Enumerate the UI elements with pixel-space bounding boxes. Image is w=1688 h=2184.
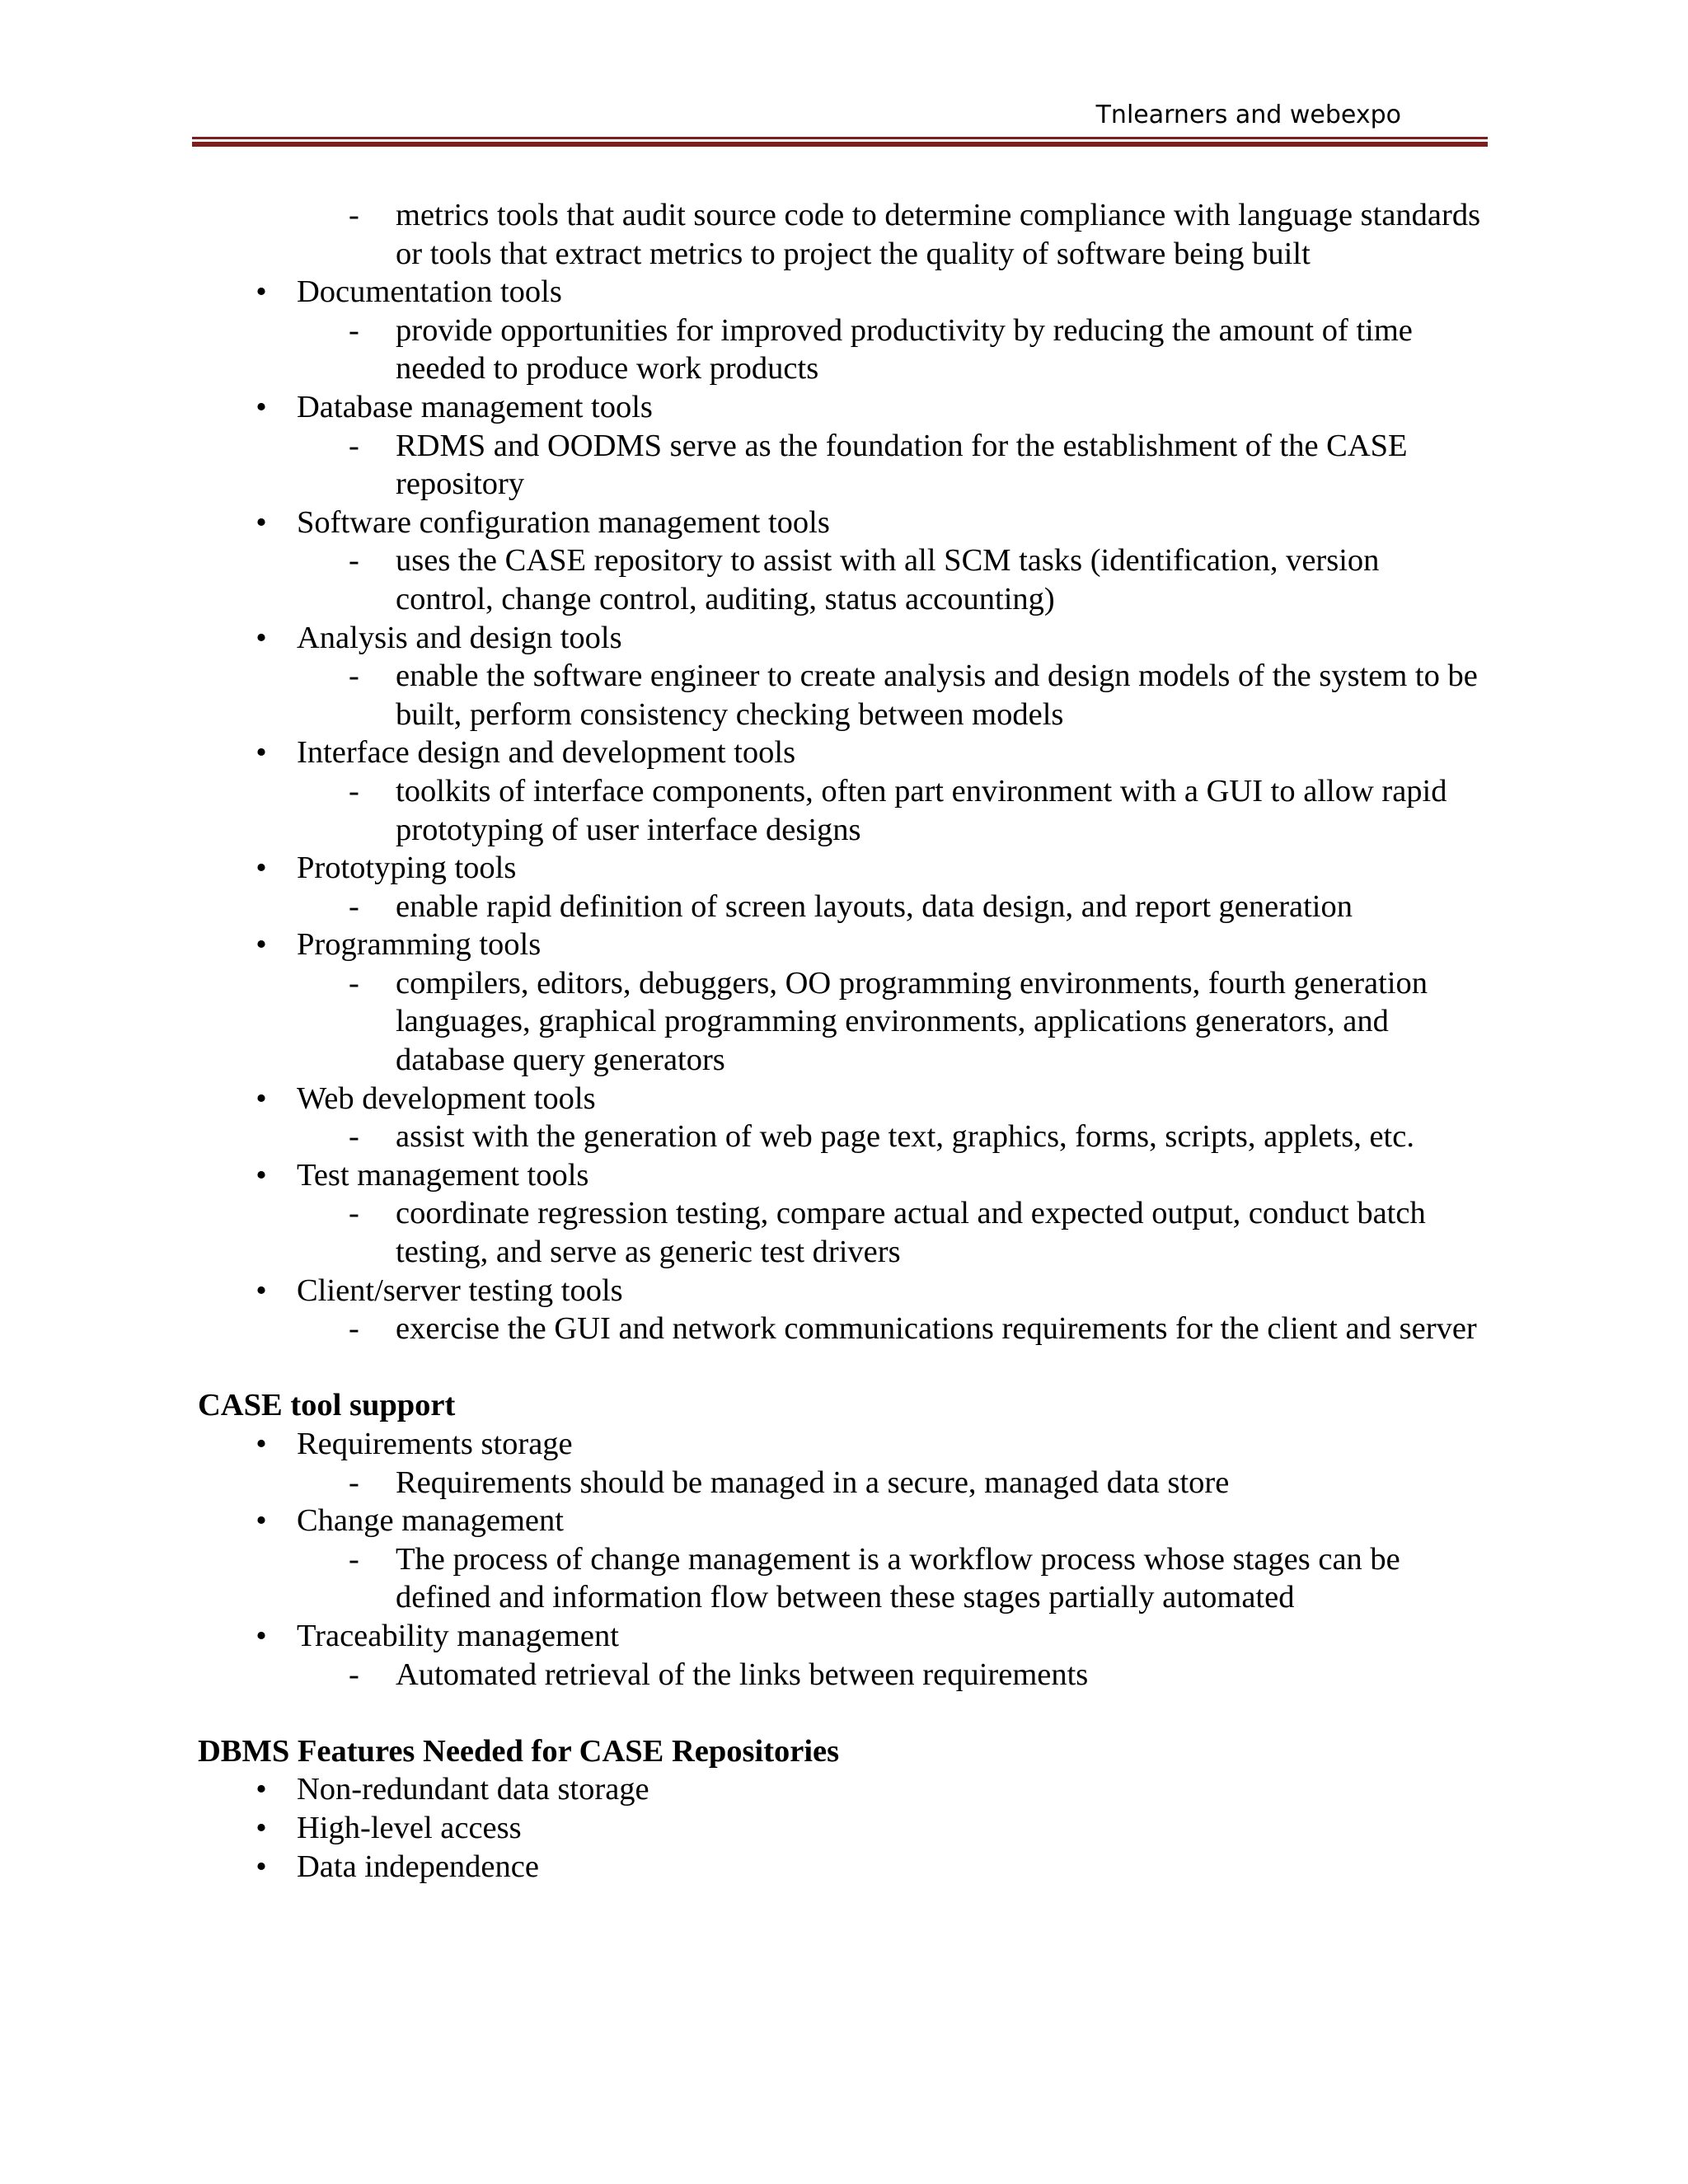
dbms-list	[198, 1770, 1484, 1886]
bullet-item-label: Data independence	[297, 1849, 539, 1884]
bullet-item-label: Interface design and development tools	[297, 735, 796, 771]
bullet-item-label: Client/server testing tools	[297, 1272, 623, 1308]
bullet-icon: •	[256, 1157, 267, 1193]
sub-item-text: enable rapid definition of screen layouts, data design, and report generation	[396, 888, 1353, 924]
sub-item	[198, 541, 1484, 618]
dash-marker: -	[349, 1196, 359, 1231]
bullet-item-label: Analysis and design tools	[297, 620, 622, 655]
bullet-icon: •	[256, 1618, 267, 1653]
header-rule-thick	[192, 142, 1488, 147]
sub-item	[198, 964, 1484, 1080]
bullet-icon: •	[256, 1080, 267, 1116]
sub-item-text: coordinate regression testing, compare actual and expected output, conduct batch testing, and serve as generic test drivers	[396, 1196, 1426, 1270]
bullet-item	[198, 1502, 1484, 1540]
bullet-icon: •	[256, 504, 267, 540]
bullet-icon: •	[256, 1272, 267, 1308]
dash-marker: -	[349, 658, 359, 694]
bullet-icon: •	[256, 735, 267, 771]
bullet-item-label: Software configuration management tools	[297, 504, 830, 540]
dash-marker: -	[349, 428, 359, 463]
dash-marker: -	[349, 1541, 359, 1577]
sub-item	[198, 312, 1484, 388]
case-support-list	[198, 1425, 1484, 1694]
bullet-item	[198, 1080, 1484, 1118]
bullet-item-label: Requirements storage	[297, 1427, 573, 1461]
bullet-icon: •	[256, 927, 267, 963]
bullet-item-label: High-level access	[297, 1810, 522, 1845]
dash-marker: -	[349, 1311, 359, 1347]
bullet-item	[198, 619, 1484, 658]
bullet-item	[198, 1425, 1484, 1464]
sub-item	[198, 1464, 1484, 1502]
bullet-icon: •	[256, 851, 267, 886]
sub-item-text: exercise the GUI and network communications requirements for the client and server	[396, 1311, 1477, 1347]
bullet-icon: •	[256, 1503, 267, 1539]
sub-item-text: uses the CASE repository to assist with all SCM tasks (identification, version control, change control, auditing, status accounting)	[396, 543, 1380, 616]
bullet-item	[198, 926, 1484, 964]
dbms-heading: DBMS Features Needed for CASE Repositories	[198, 1733, 840, 1769]
bullet-item-label: Change management	[297, 1503, 564, 1539]
bullet-icon: •	[256, 1849, 267, 1884]
bullet-item	[198, 1156, 1484, 1195]
bullet-item-label: Database management tools	[297, 389, 653, 424]
sub-item-text: enable the software engineer to create analysis and design models of the system to be built, perform consistency checking between models	[396, 658, 1478, 732]
bullet-item-label: Traceability management	[297, 1618, 619, 1653]
sub-item-text: provide opportunities for improved productivity by reducing the amount of time needed to produce work products	[396, 312, 1413, 387]
bullet-item	[198, 733, 1484, 772]
dash-marker: -	[349, 773, 359, 808]
bullet-item	[198, 273, 1484, 312]
sub-item-text: metrics tools that audit source code to determine compliance with language standards or tools that extract metrics to project the quality of software being built	[396, 198, 1481, 271]
sub-item	[198, 1310, 1484, 1348]
bullet-icon: •	[256, 389, 267, 424]
sub-item	[198, 1118, 1484, 1156]
sub-item	[198, 657, 1484, 733]
dash-marker: -	[349, 1657, 359, 1692]
sub-item-text: RDMS and OODMS serve as the foundation for the establishment of the CASE repository	[396, 428, 1408, 502]
bullet-icon: •	[256, 274, 267, 310]
dash-marker: -	[349, 888, 359, 924]
sub-item-text: Requirements should be managed in a secure, managed data store	[396, 1465, 1230, 1500]
sub-item	[198, 1656, 1484, 1694]
bullet-item-label: Web development tools	[297, 1080, 596, 1116]
bullet-item	[198, 1272, 1484, 1310]
bullet-item-label: Documentation tools	[297, 274, 562, 310]
bullet-item-label: Non-redundant data storage	[297, 1772, 649, 1807]
case-support-heading: CASE tool support	[198, 1388, 456, 1423]
bullet-icon: •	[256, 620, 267, 655]
section-gap	[198, 1694, 1484, 1732]
sub-item-text: toolkits of interface components, often part environment with a GUI to allow rapid prototyping of user interface designs	[396, 773, 1447, 847]
header-rule	[192, 137, 1488, 147]
sub-item	[198, 427, 1484, 504]
sub-item-text: compilers, editors, debuggers, OO programming environments, fourth generation languages, graphical programming environments, applications generators, and database query generators	[396, 965, 1428, 1078]
dash-marker: -	[349, 1465, 359, 1500]
bullet-icon: •	[256, 1772, 267, 1807]
sub-item	[198, 772, 1484, 849]
header-rule-thin	[192, 137, 1488, 139]
bullet-icon: •	[256, 1427, 267, 1461]
dash-marker: -	[349, 543, 359, 579]
dash-marker: -	[349, 312, 359, 348]
sub-item	[198, 1194, 1484, 1271]
bullet-item-label: Test management tools	[297, 1157, 589, 1193]
bullet-item	[198, 1617, 1484, 1656]
dash-marker: -	[349, 1119, 359, 1155]
bullet-item-label: Prototyping tools	[297, 851, 517, 886]
sub-item	[198, 888, 1484, 926]
dash-marker: -	[349, 965, 359, 1001]
bullet-item-label: Programming tools	[297, 927, 542, 963]
page-header-title: Tnlearners and webexpo	[1095, 101, 1401, 129]
bullet-item	[198, 504, 1484, 542]
bullet-item	[198, 1848, 1484, 1886]
sub-item-text: Automated retrieval of the links between requirements	[396, 1657, 1089, 1692]
bullet-item	[198, 1770, 1484, 1809]
bullet-item	[198, 849, 1484, 888]
sub-item	[198, 1540, 1484, 1617]
sub-item-text: The process of change management is a workflow process whose stages can be defined and information flow between these stages partially automated	[396, 1541, 1400, 1615]
document-body	[198, 196, 1484, 1886]
bullet-icon: •	[256, 1810, 267, 1845]
intro-sub-item	[198, 196, 1484, 273]
sub-item-text: assist with the generation of web page text, graphics, forms, scripts, applets, etc.	[396, 1119, 1414, 1155]
dash-marker: -	[349, 198, 359, 232]
bullet-item	[198, 1809, 1484, 1848]
tools-list	[198, 273, 1484, 1348]
bullet-item	[198, 388, 1484, 427]
section-gap	[198, 1348, 1484, 1387]
